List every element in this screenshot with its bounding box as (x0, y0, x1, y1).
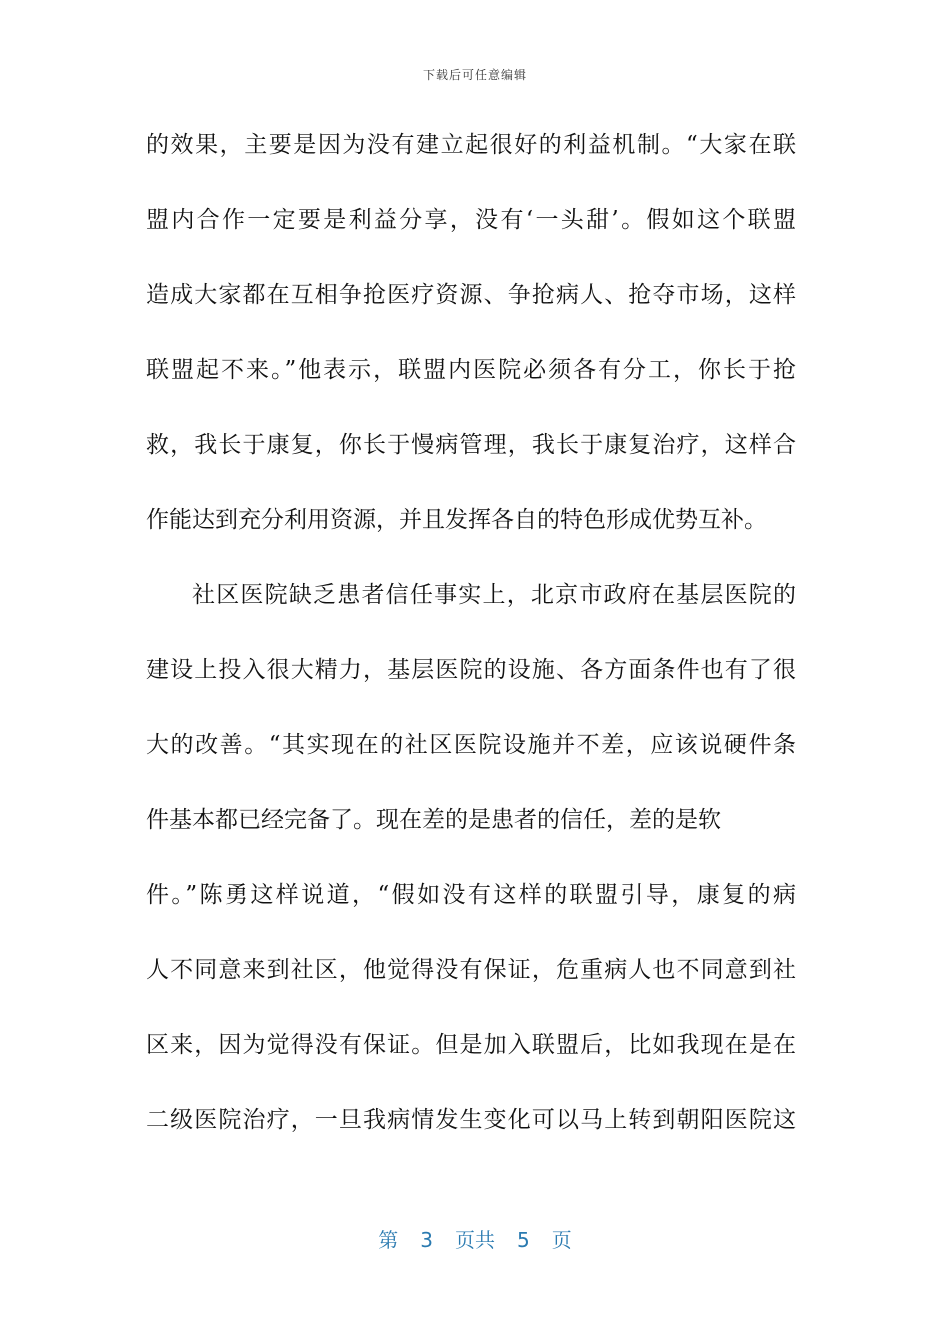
text-line-12: 人不同意来到社区，他觉得没有保证，危重病人也不同意到社 (146, 957, 796, 983)
text-line-5: 救，我长于康复，你长于慢病管理，我长于康复治疗，这样合 (146, 432, 796, 458)
footer-suffix: 页 (551, 1228, 572, 1252)
total-pages-number: 5 (517, 1228, 530, 1252)
text-line-2: 盟内合作一定要是利益分享，没有‘一头甜’。假如这个联盟 (146, 207, 796, 233)
text-line-7: 社区医院缺乏患者信任事实上，北京市政府在基层医院的 (192, 582, 796, 608)
footer-middle: 页共 (455, 1228, 495, 1252)
text-line-8: 建设上投入很大精力，基层医院的设施、各方面条件也有了很 (146, 657, 796, 683)
text-line-4: 联盟起不来。”他表示，联盟内医院必须各有分工，你长于抢 (146, 357, 796, 383)
text-line-13: 区来，因为觉得没有保证。但是加入联盟后，比如我现在是在 (146, 1032, 796, 1058)
header-note: 下载后可任意编辑 (422, 68, 527, 82)
document-body (146, 120, 796, 1170)
text-line-14: 二级医院治疗，一旦我病情发生变化可以马上转到朝阳医院这 (146, 1107, 796, 1133)
text-line-3: 造成大家都在互相争抢医疗资源、争抢病人、抢夺市场，这样 (146, 282, 796, 308)
page-footer (0, 1224, 950, 1253)
current-page-number: 3 (420, 1228, 433, 1252)
text-line-1: 的效果，主要是因为没有建立起很好的利益机制。“大家在联 (146, 132, 796, 158)
text-line-10: 件基本都已经完备了。现在差的是患者的信任，差的是软 (146, 807, 721, 833)
text-line-11: 件。”陈勇这样说道，“假如没有这样的联盟引导，康复的病 (146, 882, 796, 908)
text-line-9: 大的改善。“其实现在的社区医院设施并不差，应该说硬件条 (146, 732, 796, 758)
text-line-6: 作能达到充分利用资源，并且发挥各自的特色形成优势互补。 (146, 507, 767, 533)
footer-prefix: 第 (378, 1228, 399, 1252)
